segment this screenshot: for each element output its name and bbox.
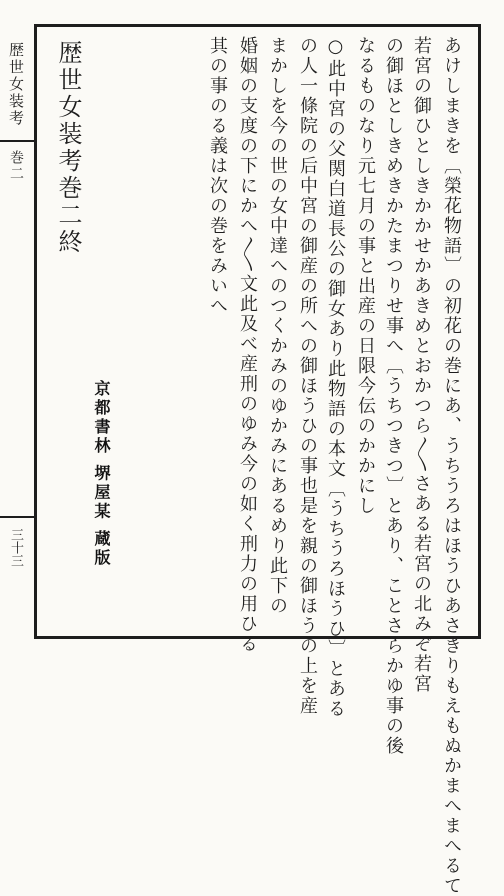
text-line-3: の御ほとしきめきかたまつりせ事へ〔うちつきつ〕とあり、ことさらかゆ事の後 (383, 36, 404, 756)
text-line-9: 其の事のる義は次の巻をみいへ (207, 36, 228, 316)
text-line-6: の人一條院の后中宮の御産の所への御ほうひの事也是を親の御ほうの上を産 (297, 36, 318, 716)
margin-page-number: 三十三 (8, 528, 23, 567)
margin-rule-1 (0, 140, 34, 142)
text-line-5: ○此中宮の父関白道長公の御女あり此物語の本文〔うちうろほうひ〕とある (325, 36, 346, 719)
frame-left-line (34, 24, 37, 639)
text-line-4: なるものなり元七月の事と出産の日限今伝のかかにし (355, 36, 376, 516)
end-title: 歴世女装考巻二終 (54, 40, 82, 256)
text-line-8: 婚姻の支度の下にかへ〳〵文此及べ産刑のゆみ今の如く刑力の用ひる (237, 36, 258, 654)
text-line-1: あけしまきを〔榮花物語〕の初花の巻にあ、うちうろはほうひあさきりもえもぬかまへまへるて (441, 36, 462, 896)
frame-right-line (478, 24, 481, 639)
margin-book-title: 歴世女装考 (7, 42, 25, 127)
publisher-seal: 京都書林 堺屋某 蔵版 (92, 380, 111, 569)
text-line-7: まかしを今の世の女中達へのつくかみのゆかみにあるめり此下の (267, 36, 288, 616)
text-line-2: 若宮の御ひとしきかかせかあきめとおかつら〳〵さある若宮の北みぞ若宮 (411, 36, 432, 694)
frame-top-line (36, 24, 481, 27)
margin-rule-2 (0, 516, 34, 518)
margin-volume: 巻二 (8, 150, 24, 182)
margin-column (0, 28, 34, 636)
